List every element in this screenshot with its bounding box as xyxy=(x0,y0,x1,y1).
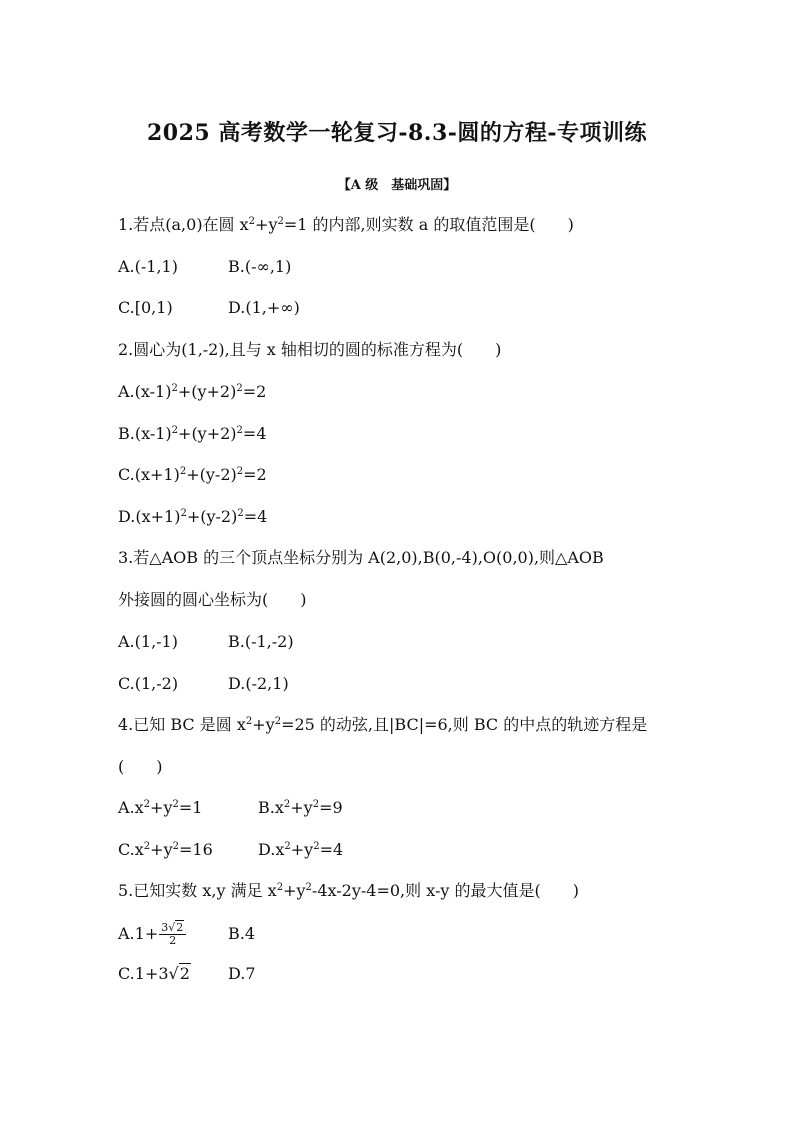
q3-option-c[interactable]: C.(1,-2) xyxy=(118,674,179,693)
sqrt-icon: √ xyxy=(168,921,176,934)
question-3-stem-line-1: 3.若△AOB 的三个顶点坐标分别为 A(2,0),B(0,-4),O(0,0),则△AOB xyxy=(118,548,604,567)
q5-option-a[interactable]: A.1+ $\frac{3√2}{2}$ xyxy=(118,922,228,947)
question-4-options-row-1 xyxy=(118,798,343,818)
q2-option-d[interactable]: $D.(x+1)^2+(y-2)^2=4$ xyxy=(118,507,268,526)
question-5-options-row-1 xyxy=(118,922,255,947)
q4-option-c[interactable]: $C.x^2+y^2=16$ xyxy=(118,840,213,859)
q1-option-a[interactable]: A.(-1,1) xyxy=(118,257,178,276)
q3-option-a[interactable]: A.(1,-1) xyxy=(118,632,178,651)
q4-option-a[interactable]: $A.x^2+y^2=1$ xyxy=(118,798,203,817)
page-title: 2025 高考数学一轮复习-8.3-圆的方程-专项训练 xyxy=(146,120,648,146)
question-3-options-row-2 xyxy=(118,674,289,694)
question-3-options-row-1 xyxy=(118,632,294,652)
q1-option-b[interactable]: B.(-∞,1) xyxy=(228,257,292,276)
question-5-options-row-2 xyxy=(118,964,256,984)
question-1-options-row-1 xyxy=(118,257,291,277)
q1-option-c[interactable]: C.[0,1) xyxy=(118,298,173,317)
fraction: $\frac{3√2}{2}$ xyxy=(159,922,186,947)
q2-option-c[interactable]: $C.(x+1)^2+(y-2)^2=2$ xyxy=(118,465,267,484)
q3-option-b[interactable]: B.(-1,-2) xyxy=(228,632,294,651)
q3-option-d[interactable]: D.(-2,1) xyxy=(228,674,289,693)
sqrt-icon: √ xyxy=(168,964,179,983)
q4-option-d[interactable]: $D.x^2+y^2=4$ xyxy=(258,840,344,859)
question-3-stem-line-2: 外接圆的圆心坐标为( ) xyxy=(118,590,307,609)
question-4-stem-line-1: 4.已知 BC 是圆 $x^2+y^2=25$ 的动弦,且|BC|=6,则 BC 的中点的轨迹方程是 xyxy=(118,715,648,734)
q2-option-b[interactable]: $B.(x-1)^2+(y+2)^2=4$ xyxy=(118,424,267,443)
question-4-options-row-2 xyxy=(118,840,343,860)
question-2-stem: 2.圆心为(1,-2),且与 x 轴相切的圆的标准方程为( ) xyxy=(118,340,502,359)
q5-option-b[interactable]: B.4 xyxy=(228,924,256,943)
question-5-stem: 5.已知实数 x,y 满足 $x^2+y^2-4x-2y-4=0$,则 x-y 的最大值是( ) xyxy=(118,881,579,900)
q4-option-b[interactable]: $B.x^2+y^2=9$ xyxy=(258,798,343,817)
q5-option-c[interactable]: C.1+3√2 xyxy=(118,964,190,983)
q1-option-d[interactable]: D.(1,+∞) xyxy=(228,298,300,317)
q5-option-d[interactable]: D.7 xyxy=(228,964,256,983)
question-1-stem: 1.若点(a,0)在圆 $x^2+y^2=1$ 的内部,则实数 a 的取值范围是( ) xyxy=(118,215,574,234)
question-1-options-row-2 xyxy=(118,298,300,318)
q2-option-a[interactable]: $A.(x-1)^2+(y+2)^2=2$ xyxy=(118,382,267,401)
question-4-stem-line-2: ( ) xyxy=(118,757,163,776)
section-heading: 【A 级 基础巩固】 xyxy=(337,178,457,193)
